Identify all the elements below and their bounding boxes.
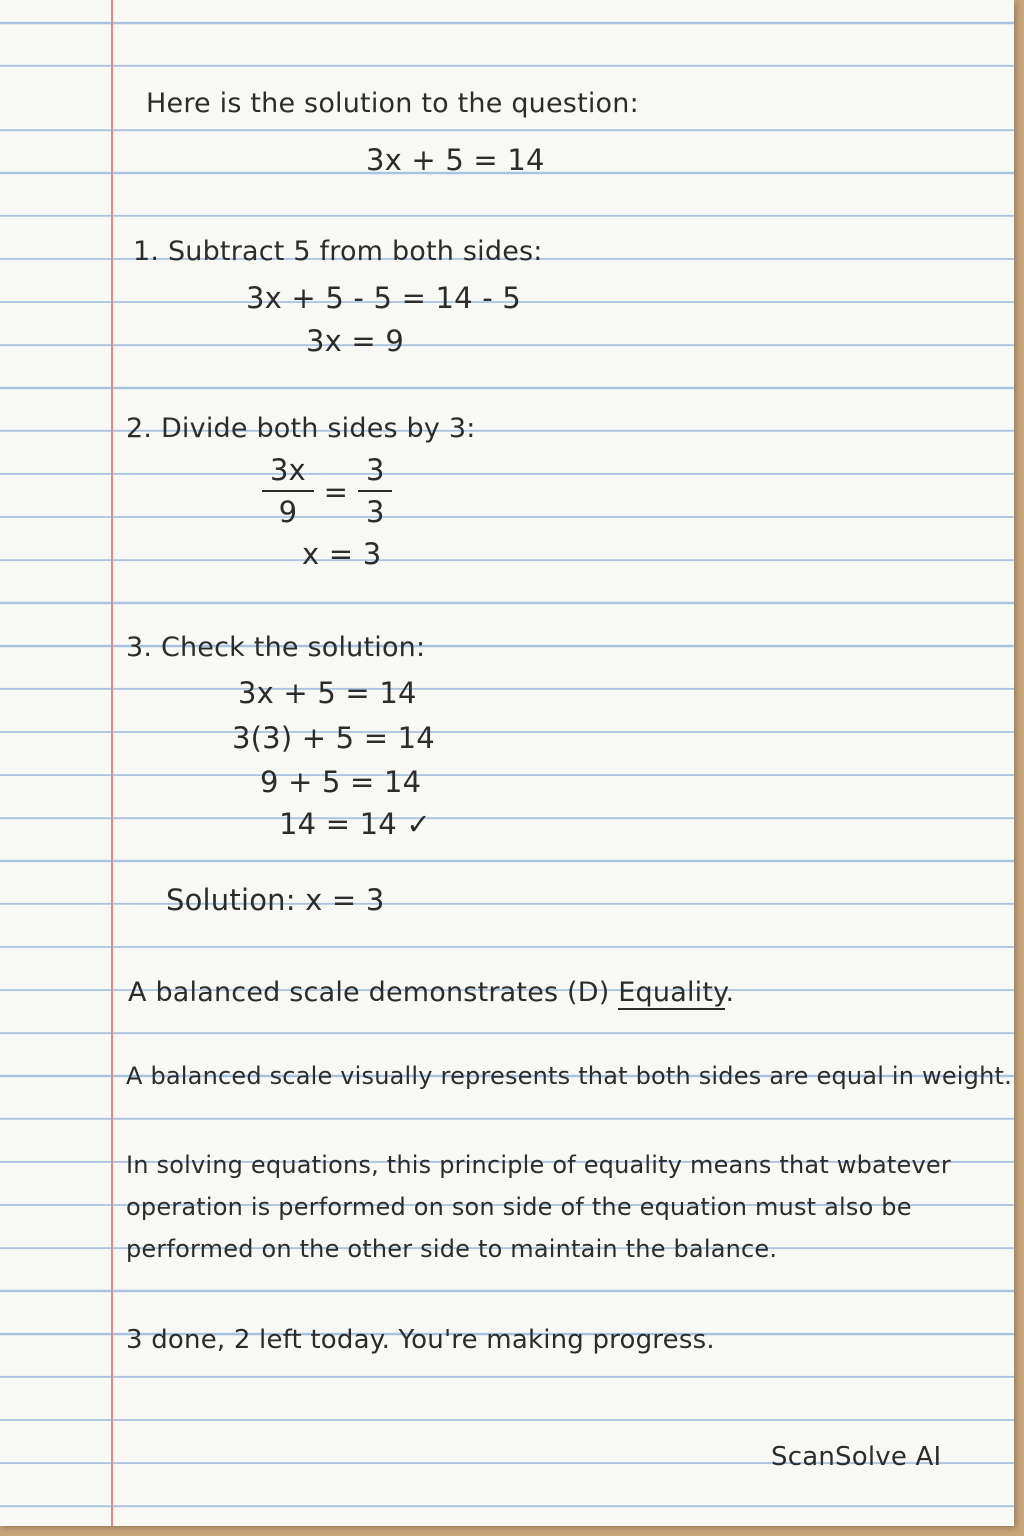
step1-line: 3x = 9 [306,324,404,358]
step3-line: 9 + 5 = 14 [260,765,422,799]
margin-line [111,0,113,1526]
intro-text: Here is the solution to the question: [146,88,639,119]
problem-equation: 3x + 5 = 14 [366,143,545,177]
explanation-line: operation is performed on son side of the equation must also be [126,1193,912,1221]
left-numerator: 3x [262,452,314,492]
explanation-line: performed on the other side to maintain the balance. [126,1235,778,1263]
balance-statement [128,977,734,1008]
step3-line: 3x + 5 = 14 [238,676,417,710]
explanation-line: In solving equations, this principle of equality means that wbatever [126,1151,951,1179]
explanation-line: A balanced scale visually represents that both sides are equal in weight. [126,1062,1012,1090]
balance-suffix: . [725,977,735,1008]
balance-prefix: A balanced scale demonstrates (D) [128,977,619,1008]
right-numerator: 3 [358,452,392,492]
step2-fraction [262,452,392,532]
step1-title: 1. Subtract 5 from both sides: [133,236,543,267]
step3-title: 3. Check the solution: [126,632,426,663]
step2-title: 2. Divide both sides by 3: [126,413,476,444]
left-denominator: 9 [278,495,298,529]
progress-text: 3 done, 2 left today. You're making progress. [126,1325,715,1355]
step3-check-line: 14 = 14 ✓ [279,807,431,841]
balance-answer: Equality [618,977,726,1008]
brand-signature: ScanSolve AI [771,1442,942,1472]
step1-line: 3x + 5 - 5 = 14 - 5 [246,281,521,315]
fraction-equals: = [323,475,348,509]
step2-result: x = 3 [302,537,382,571]
solution-line: Solution: x = 3 [166,883,385,917]
step3-line: 3(3) + 5 = 14 [232,721,435,755]
right-denominator: 3 [365,495,385,529]
